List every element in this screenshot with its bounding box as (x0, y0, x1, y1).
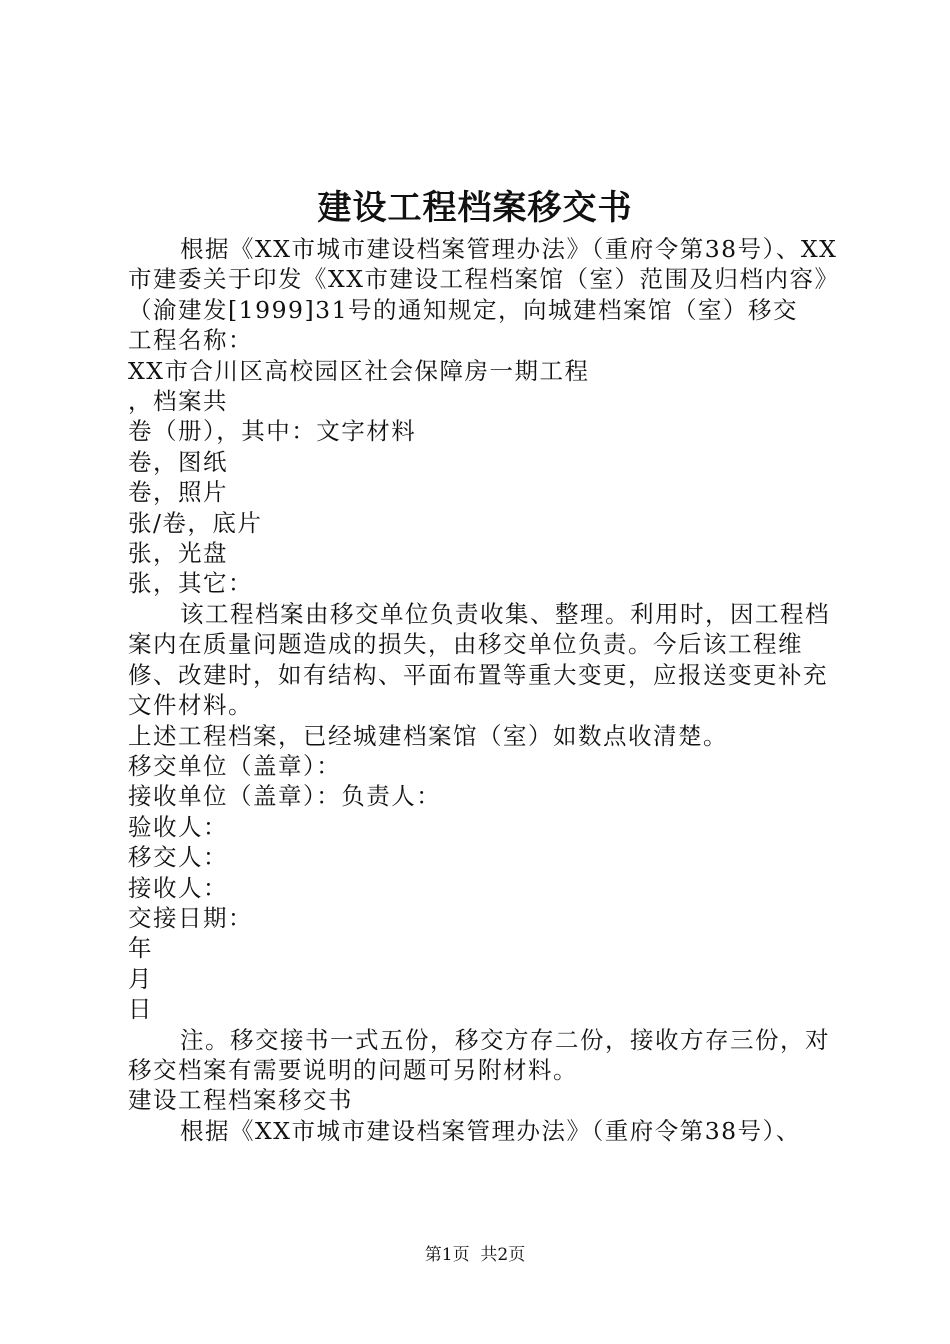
volumes-line: 卷（册），其中：文字材料 (128, 417, 417, 446)
discs-line: 张，光盘 (128, 539, 228, 568)
received-line: 上述工程档案，已经城建档案馆（室）如数点收清楚。 (128, 721, 728, 750)
project-label: 工程名称： (128, 326, 253, 355)
page-number-footer: 第1页 共2页 (424, 1245, 526, 1265)
transfer-unit-line: 移交单位（盖章）： (128, 751, 342, 780)
note-paragraph: 注。移交接书一式五份，移交方存二份，接收方存三份，对移交档案有需要说明的问题可另附材料。 (128, 1025, 830, 1084)
negatives-line: 张/卷，底片 (128, 508, 263, 537)
transferor-line: 移交人： (128, 843, 228, 872)
repeat-intro-line: 根据《XX市城市建设档案管理办法》（重府令第38号）、 (180, 1116, 801, 1145)
day-line: 日 (128, 995, 153, 1024)
month-line: 月 (128, 964, 153, 993)
others-line: 张，其它： (128, 569, 253, 598)
handover-date-line: 交接日期： (128, 903, 253, 932)
photos-line: 卷，照片 (128, 478, 228, 507)
receiver-line: 接收人： (128, 873, 228, 902)
repeat-title-line: 建设工程档案移交书 (128, 1086, 353, 1115)
drawings-line: 卷，图纸 (128, 447, 228, 476)
document-title: 建设工程档案移交书 (317, 188, 633, 228)
responsibility-paragraph: 该工程档案由移交单位负责收集、整理。利用时，因工程档案内在质量问题造成的损失，由移交单位负责。今后该工程维修、改建时，如有结构、平面布置等重大变更，应报送变更补充文件材料。 (128, 599, 830, 720)
year-line: 年 (128, 934, 153, 963)
project-name: XX市合川区高校园区社会保障房一期工程 (128, 356, 590, 385)
document-body (128, 234, 848, 1146)
receive-unit-line: 接收单位（盖章）：负责人： (128, 782, 442, 811)
archive-total-line: ，档案共 (128, 387, 228, 416)
intro-paragraph: 根据《XX市城市建设档案管理办法》（重府令第38号）、XX市建委关于印发《XX市建设工程档案馆（室）范围及归档内容》（渝建发[1999]31号的通知规定，向城建档案馆（室）移交 (128, 235, 840, 324)
inspector-line: 验收人： (128, 812, 228, 841)
